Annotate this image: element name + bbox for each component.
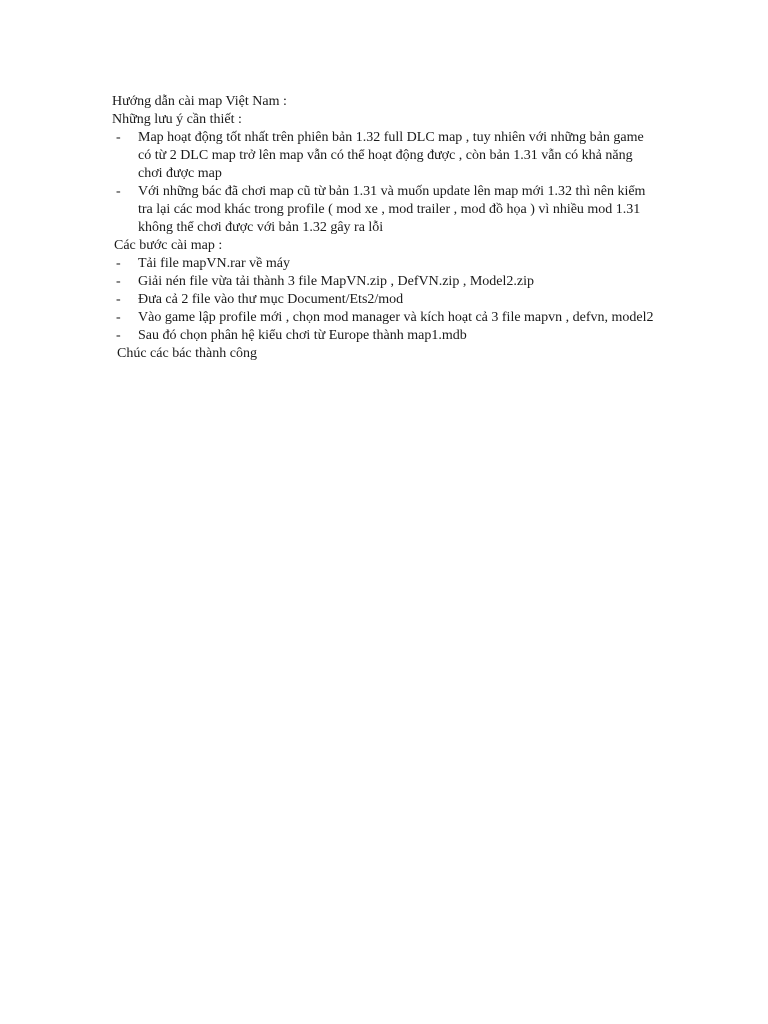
document-title: Hướng dẫn cài map Việt Nam : bbox=[112, 94, 287, 109]
dash-bullet: - bbox=[116, 328, 121, 343]
closing-line: Chúc các bác thành công bbox=[117, 346, 257, 361]
list-item bbox=[112, 183, 672, 237]
list-item bbox=[112, 255, 672, 273]
list-item-text: Tải file mapVN.rar về máy bbox=[138, 256, 290, 271]
dash-bullet: - bbox=[116, 274, 121, 289]
dash-bullet: - bbox=[116, 256, 121, 271]
list-item-text: Với những bác đã chơi map cũ từ bản 1.31 và muốn update lên map mới 1.32 thì nên kiểm tra lại các mod khác trong profile ( mod xe , mod trailer , mod đồ họa ) vì nhiều mod 1.31 không thể chơi được với bản 1.32 gây ra lỗi bbox=[138, 184, 646, 235]
list-item bbox=[112, 291, 672, 309]
notes-heading: Những lưu ý cần thiết : bbox=[112, 112, 242, 127]
list-item bbox=[112, 309, 672, 327]
list-item bbox=[112, 327, 672, 345]
notes-list bbox=[112, 129, 672, 237]
list-item-text: Map hoạt động tốt nhất trên phiên bản 1.32 full DLC map , tuy nhiên với những bản game có từ 2 DLC map trở lên map vẫn có thể hoạt động được , còn bản 1.31 vẫn có khả năng chơi được map bbox=[138, 130, 644, 181]
dash-bullet: - bbox=[116, 292, 121, 307]
dash-bullet: - bbox=[116, 184, 121, 199]
list-item bbox=[112, 129, 672, 183]
dash-bullet: - bbox=[116, 310, 121, 325]
list-item-text: Đưa cả 2 file vào thư mục Document/Ets2/mod bbox=[138, 292, 404, 307]
list-item-text: Sau đó chọn phân hệ kiểu chơi từ Europe thành map1.mdb bbox=[138, 328, 467, 343]
list-item bbox=[112, 273, 672, 291]
document-page bbox=[112, 93, 672, 363]
steps-heading: Các bước cài map : bbox=[114, 238, 223, 253]
list-item-text: Vào game lập profile mới , chọn mod manager và kích hoạt cả 3 file mapvn , defvn, model2 bbox=[138, 310, 654, 325]
steps-list bbox=[112, 255, 672, 345]
list-item-text: Giải nén file vừa tải thành 3 file MapVN.zip , DefVN.zip , Model2.zip bbox=[138, 274, 534, 289]
dash-bullet: - bbox=[116, 130, 121, 145]
